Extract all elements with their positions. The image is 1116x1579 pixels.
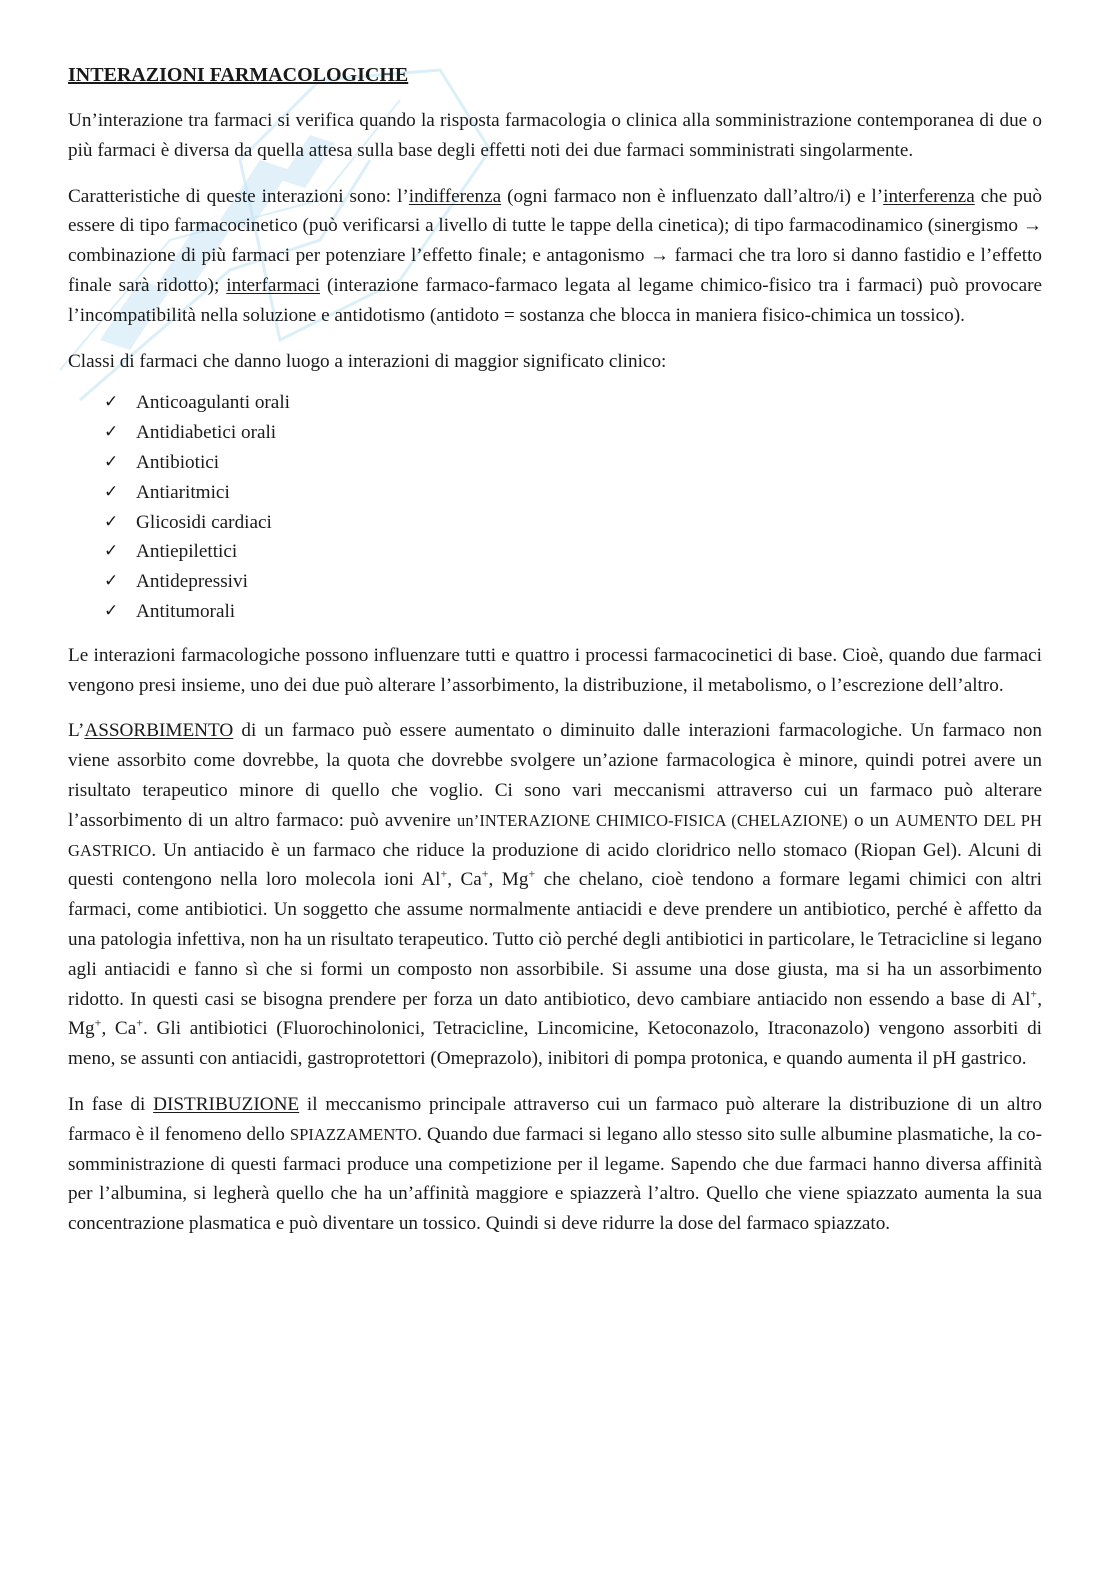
paragraph-pharmacokinetics: Le interazioni farmacologiche possono influenzare tutti e quattro i processi farmacocinetici di base. Cioè, quando due farmaci vengono presi insieme, uno dei due può alterare l’assorbimento, la distribuzione, il metabolismo, o l’escrezione dell’altro. <box>68 644 1042 696</box>
checkmark-icon: ✓ <box>104 541 119 562</box>
page-title: INTERAZIONI FARMACOLOGICHE <box>68 64 409 86</box>
term-chelazione: un’INTERAZIONE CHIMICO-FISICA (CHELAZIONE) <box>457 810 848 830</box>
list-item: ✓ Antidiabetici orali <box>104 418 1042 448</box>
list-item: ✓ Antiepilettici <box>104 537 1042 567</box>
checkmark-icon: ✓ <box>104 511 119 532</box>
paragraph-absorption: L’ASSORBIMENTO di un farmaco può essere aumentato o diminuito dalle interazioni farmacologiche. Un farmaco non viene assorbito come dovrebbe, la quota che dovrebbe svolgere un’azione farmacologica è minore, quindi potrei avere un risultato terapeutico minore di quello che voglio. Ci sono vari meccanismi attraverso cui un farmaco può alterare l’assorbimento di un altro farmaco: può avvenire un’INTERAZIONE CHIMICO-FISICA (CHELAZIONE) o un AUMENTO DEL PH GASTRICO. Un antiacido è un farmaco che riduce la produzione di acido cloridrico nello stomaco (Riopan Gel). Alcuni di questi contengono nella loro molecola ioni Al+, Ca+, Mg+ che chelano, cioè tendono a formare legami chimici con altri farmaci, come antibiotici. Un soggetto che assume normalmente antiacidi e deve prendere un antibiotico, perché è affetto da una patologia infettiva, non ha un risultato terapeutico. Tutto ciò perché degli antibiotici in particolare, le Tetracicline si legano agli antiacidi e fanno sì che si formi un composto non assorbibile. Si assume una dose giusta, ma si ha un assorbimento ridotto. In questi casi se bisogna prendere per forza un dato antibiotico, devo cambiare antiacido non essendo a base di Al+, Mg+, Ca+. Gli antibiotici (Fluorochinolonici, Tetracicline, Lincomicine, Ketoconazolo, Itraconazolo) vengono assorbiti di meno, se assunti con antiacidi, gastroprotettori (Omeprazolo), inibitori di pompa protonica, e quando aumenta il pH gastrico. <box>68 720 1043 1070</box>
term-ph-gastrico: AUMENTO DEL PH GASTRICO <box>68 810 1043 860</box>
term-interfarmaci: interfarmaci <box>226 274 321 296</box>
term-spiazzamento: SPIAZZAMENTO <box>289 1124 418 1144</box>
list-item: ✓ Antibiotici <box>104 448 1042 478</box>
checkmark-icon: ✓ <box>104 600 119 621</box>
term-distribuzione: DISTRIBUZIONE <box>153 1093 300 1115</box>
list-item: ✓ Antidepressivi <box>104 567 1042 597</box>
arrow-icon: → <box>649 245 670 267</box>
list-item: ✓ Anticoagulanti orali <box>104 388 1042 418</box>
paragraph-characteristics: Caratteristiche di queste interazioni sono: l’indifferenza (ogni farmaco non è influenzato dall’altro/i) e l’interferenza che può essere di tipo farmacocinetico (può verificarsi a livello di tutte le tappe della cinetica); di tipo farmacodinamico (sinergismo → combinazione di più farmaci per potenziare l’effetto finale; e antagonismo → farmaci che tra loro si danno fastidio e l’effetto finale sarà ridotto); interfarmaci (interazione farmaco-farmaco legata al legame chimico-fisico tra i farmaci) può provocare l’incompatibilità nella soluzione e antidotismo (antidoto = sostanza che blocca in maniera fisico-chimica un tossico). <box>68 185 1042 326</box>
term-interferenza: interferenza <box>883 185 975 207</box>
list-item: ✓ Glicosidi cardiaci <box>104 508 1042 538</box>
document-page <box>68 62 1042 1255</box>
drug-classes-list <box>68 388 1042 626</box>
paragraph-intro: Un’interazione tra farmaci si verifica quando la risposta farmacologia o clinica alla somministrazione contemporanea di due o più farmaci è diversa da quella attesa sulla base degli effetti noti dei due farmaci somministrati singolarmente. <box>68 110 1042 161</box>
checkmark-icon: ✓ <box>104 481 119 502</box>
term-assorbimento: ASSORBIMENTO <box>84 720 234 742</box>
list-item: ✓ Antitumorali <box>104 597 1042 627</box>
checkmark-icon: ✓ <box>104 422 119 443</box>
arrow-icon: → <box>1022 215 1042 237</box>
list-item: ✓ Antiaritmici <box>104 478 1042 508</box>
checkmark-icon: ✓ <box>104 451 119 472</box>
term-indifferenza: indifferenza <box>408 185 502 207</box>
checkmark-icon: ✓ <box>104 392 119 413</box>
paragraph-distribution: In fase di DISTRIBUZIONE il meccanismo principale attraverso cui un farmaco può alterare la distribuzione di un altro farmaco è il fenomeno dello SPIAZZAMENTO. Quando due farmaci si legano allo stesso sito sulle albumine plasmatiche, la co-somministrazione di questi farmaci produce una competizione per il legame. Sapendo che due farmaci hanno diversa affinità per l’albumina, si legherà quello che ha un’affinità maggiore e spiazzerà l’altro. Quello che viene spiazzato aumenta la sua concentrazione plasmatica e può diventare un tossico. Quindi si deve ridurre la dose del farmaco spiazzato. <box>68 1093 1042 1235</box>
paragraph-classes-intro: Classi di farmaci che danno luogo a interazioni di maggior significato clinico: <box>68 350 667 372</box>
checkmark-icon: ✓ <box>104 571 119 592</box>
